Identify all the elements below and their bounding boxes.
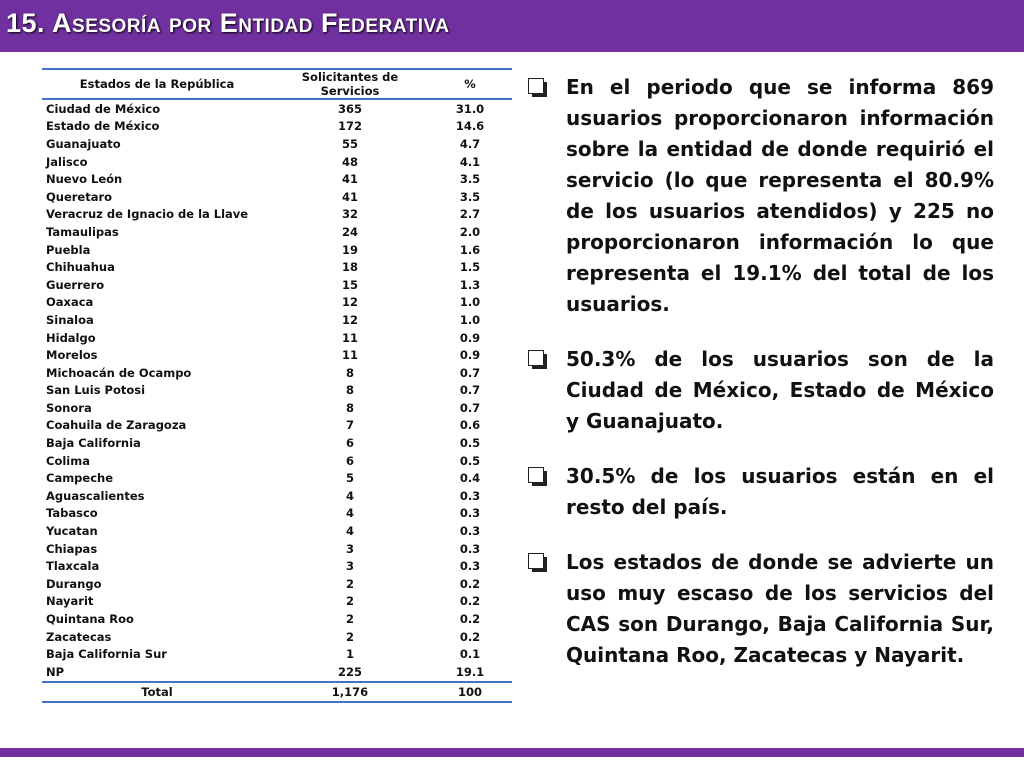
percent-cell: 0.5: [459, 436, 481, 451]
state-cell: Queretaro: [46, 189, 113, 204]
applicants-cell: 1: [345, 647, 354, 662]
state-cell: Estado de México: [46, 119, 160, 134]
percent-cell: 0.3: [459, 524, 481, 539]
table-row: [42, 417, 512, 435]
applicants-cell: 8: [345, 400, 354, 415]
applicants-cell: 32: [341, 207, 358, 222]
table-body: [42, 99, 512, 682]
applicants-cell: 24: [341, 224, 358, 239]
applicants-cell: 225: [272, 663, 428, 682]
percent-cell: 0.6: [459, 418, 481, 433]
table-row: [42, 645, 512, 663]
percent-cell: 0.3: [459, 506, 481, 521]
bullet-list: [524, 72, 994, 695]
table-row: [42, 99, 512, 118]
percent-cell: 2.7: [459, 207, 481, 222]
states-table: [42, 68, 512, 703]
percent-cell: 0.4: [459, 471, 481, 486]
percent-cell: 0.3: [459, 559, 481, 574]
table-row: [42, 223, 512, 241]
table-row: [42, 346, 512, 364]
state-cell: Chiapas: [46, 541, 98, 556]
applicants-cell: 48: [341, 154, 358, 169]
table-row: [42, 364, 512, 382]
state-cell: Puebla: [46, 242, 91, 257]
table-row: [42, 206, 512, 224]
state-cell: Durango: [46, 576, 102, 591]
applicants-cell: 41: [341, 172, 358, 187]
states-table-container: [42, 68, 512, 703]
state-cell: NP: [42, 663, 272, 682]
bullet-item: [524, 547, 994, 671]
percent-cell: 0.2: [459, 629, 481, 644]
applicants-cell: 18: [341, 260, 358, 275]
applicants-cell: 6: [345, 436, 354, 451]
checkbox-bullet-icon: [528, 350, 544, 366]
state-cell: Campeche: [46, 471, 114, 486]
applicants-cell: 8: [345, 365, 354, 380]
applicants-cell: 7: [345, 418, 354, 433]
applicants-cell: 5: [345, 471, 354, 486]
state-cell: Sonora: [46, 400, 92, 415]
table-row: [42, 575, 512, 593]
percent-cell: 0.1: [459, 647, 481, 662]
state-cell: Sinaloa: [46, 312, 94, 327]
state-cell: Veracruz de Ignacio de la Llave: [46, 207, 249, 222]
table-row: [42, 628, 512, 646]
table-header-row: [42, 69, 512, 99]
state-cell: Oaxaca: [46, 295, 94, 310]
percent-cell: 0.5: [459, 453, 481, 468]
applicants-cell: 4: [345, 488, 354, 503]
state-cell: Guerrero: [46, 277, 105, 292]
percent-cell: 14.6: [455, 119, 485, 134]
table-row: [42, 241, 512, 259]
bullet-item: [524, 344, 994, 437]
bullet-item: [524, 461, 994, 523]
bullet-text: En el periodo que se informa 869 usuarios proporcionaron información sobre la entidad de donde requirió el servicio (lo que representa el 80.9% de los usuarios atendidos) y 225 no proporcionaron información lo que representa el 19.1% del total de los usuarios.: [566, 75, 994, 316]
state-cell: Yucatan: [46, 524, 98, 539]
applicants-cell: 11: [341, 348, 358, 363]
percent-cell: 4.7: [459, 136, 481, 151]
applicants-cell: 172: [337, 119, 362, 134]
percent-cell: 0.2: [459, 576, 481, 591]
applicants-cell: 365: [337, 101, 362, 116]
percent-cell: 1.5: [459, 260, 481, 275]
page-title: 15. Asesoría por Entidad Federativa: [6, 8, 450, 38]
applicants-cell: 41: [341, 189, 358, 204]
table-row: [42, 118, 512, 136]
state-cell: Baja California: [46, 436, 141, 451]
percent-cell: 0.2: [459, 594, 481, 609]
percent-cell: 4.1: [459, 154, 481, 169]
state-cell: Quintana Roo: [46, 612, 134, 627]
percent-cell: 1.6: [459, 242, 481, 257]
bullet-text: 30.5% de los usuarios están en el resto del país.: [566, 464, 994, 519]
header-percent: %: [428, 69, 512, 99]
applicants-cell: 12: [341, 312, 358, 327]
table-total-row: [42, 682, 512, 702]
applicants-cell: 4: [345, 506, 354, 521]
percent-cell: 3.5: [459, 189, 481, 204]
applicants-cell: 12: [341, 295, 358, 310]
percent-cell: 1.0: [459, 295, 481, 310]
table-row: [42, 469, 512, 487]
percent-cell: 0.9: [459, 348, 481, 363]
bottom-bar: [0, 748, 1024, 757]
applicants-cell: 2: [345, 594, 354, 609]
state-cell: Nayarit: [46, 594, 94, 609]
percent-cell: 0.7: [459, 365, 481, 380]
applicants-cell: 11: [341, 330, 358, 345]
applicants-cell: 55: [341, 136, 358, 151]
applicants-cell: 3: [345, 541, 354, 556]
state-cell: Guanajuato: [46, 136, 121, 151]
state-cell: Ciudad de México: [46, 101, 161, 116]
total-label: Total: [42, 682, 272, 702]
applicants-cell: 2: [345, 612, 354, 627]
applicants-cell: 6: [345, 453, 354, 468]
state-cell: Tlaxcala: [46, 559, 100, 574]
applicants-cell: 4: [345, 524, 354, 539]
bullet-item: [524, 72, 994, 320]
state-cell: Chihuahua: [46, 260, 115, 275]
state-cell: Jalisco: [46, 154, 88, 169]
table-row: [42, 399, 512, 417]
percent-cell: 2.0: [459, 224, 481, 239]
table-row: [42, 294, 512, 312]
total-applicants: 1,176: [272, 682, 428, 702]
percent-cell: 0.3: [459, 488, 481, 503]
table-row: [42, 329, 512, 347]
percent-cell: 19.1: [428, 663, 512, 682]
applicants-cell: 8: [345, 383, 354, 398]
state-cell: Michoacán de Ocampo: [46, 365, 192, 380]
state-cell: Morelos: [46, 348, 98, 363]
state-cell: Colima: [46, 453, 90, 468]
table-row: [42, 593, 512, 611]
table-row: [42, 135, 512, 153]
percent-cell: 0.7: [459, 383, 481, 398]
state-cell: Hidalgo: [46, 330, 96, 345]
state-cell: Baja California Sur: [46, 647, 167, 662]
bullet-text: 50.3% de los usuarios son de la Ciudad de México, Estado de México y Guanajuato.: [566, 347, 994, 433]
percent-cell: 0.3: [459, 541, 481, 556]
table-row: [42, 153, 512, 171]
table-row: [42, 170, 512, 188]
applicants-cell: 19: [341, 242, 358, 257]
header-applicants: Solicitantes de Servicios: [272, 69, 428, 99]
table-row: [42, 434, 512, 452]
percent-cell: 1.0: [459, 312, 481, 327]
bullet-text: Los estados de donde se advierte un uso muy escaso de los servicios del CAS son Durango, Baja California Sur, Quintana Roo, Zacatecas y Nayarit.: [566, 550, 994, 667]
table-row: [42, 311, 512, 329]
percent-cell: 31.0: [455, 101, 485, 116]
table-row: [42, 258, 512, 276]
percent-cell: 3.5: [459, 172, 481, 187]
state-cell: San Luis Potosi: [46, 383, 146, 398]
state-cell: Coahuila de Zaragoza: [46, 418, 187, 433]
percent-cell: 0.2: [459, 612, 481, 627]
table-row: [42, 487, 512, 505]
applicants-cell: 2: [345, 629, 354, 644]
percent-cell: 1.3: [459, 277, 481, 292]
percent-cell: 0.9: [459, 330, 481, 345]
title-bar: [0, 0, 1024, 52]
checkbox-bullet-icon: [528, 553, 544, 569]
table-row: [42, 610, 512, 628]
applicants-cell: 15: [341, 277, 358, 292]
state-cell: Aguascalientes: [46, 488, 145, 503]
state-cell: Zacatecas: [46, 629, 112, 644]
table-row: [42, 188, 512, 206]
applicants-cell: 2: [345, 576, 354, 591]
table-row: [42, 557, 512, 575]
table-row: [42, 540, 512, 558]
applicants-cell: 3: [345, 559, 354, 574]
checkbox-bullet-icon: [528, 467, 544, 483]
total-percent: 100: [428, 682, 512, 702]
header-states: Estados de la República: [42, 69, 272, 99]
state-cell: Tabasco: [46, 506, 98, 521]
state-cell: Tamaulipas: [46, 224, 119, 239]
table-row: [42, 452, 512, 470]
table-row: [42, 505, 512, 523]
table-row: [42, 663, 512, 682]
table-row: [42, 276, 512, 294]
state-cell: Nuevo León: [46, 172, 123, 187]
checkbox-bullet-icon: [528, 78, 544, 94]
percent-cell: 0.7: [459, 400, 481, 415]
table-row: [42, 382, 512, 400]
table-row: [42, 522, 512, 540]
